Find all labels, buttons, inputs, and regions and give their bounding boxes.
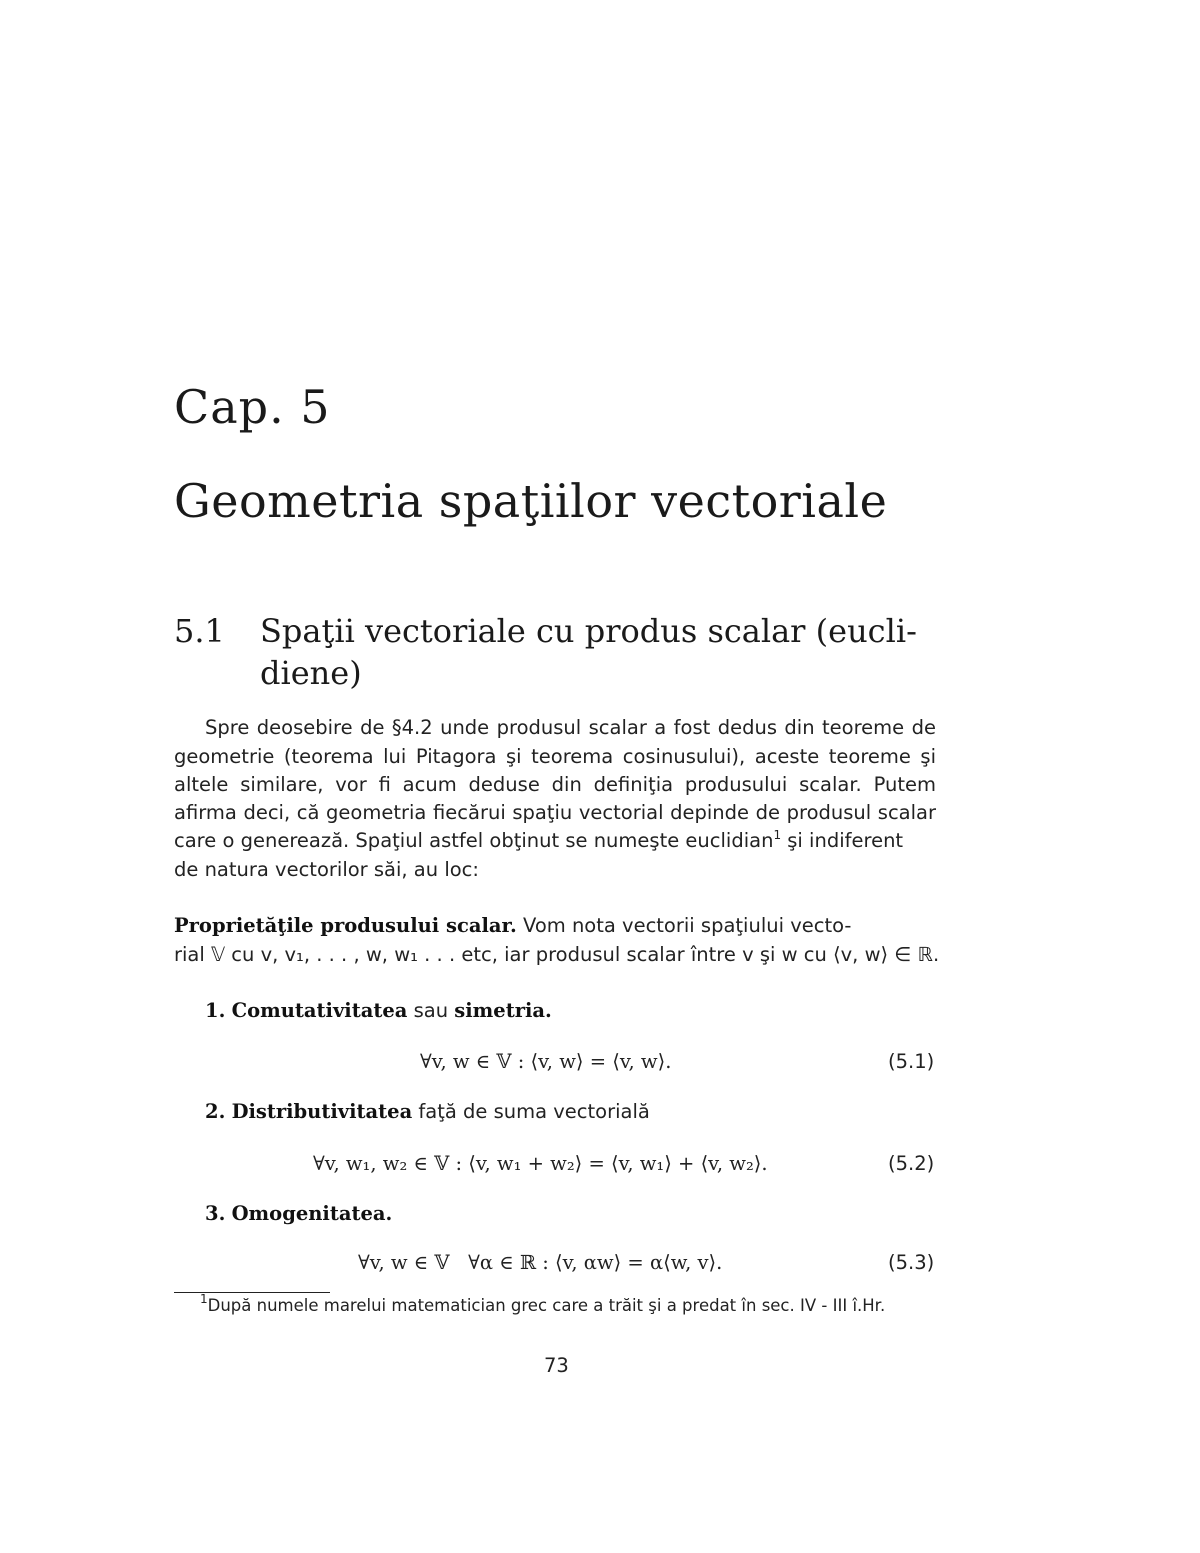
section-title-line-1: Spaţii vectoriale cu produs scalar (eucli- — [260, 612, 917, 650]
section-title-line-2: diene) — [260, 654, 362, 692]
intro-line-6: de natura vectorilor săi, au loc: — [174, 858, 479, 881]
item-1-plain: sau — [407, 999, 455, 1022]
intro-line-2: geometrie (teorema lui Pitagora şi teorema cosinusului), aceste teoreme şi — [174, 745, 936, 768]
footnote-mark: 1 — [200, 1292, 208, 1306]
property-item-1 — [205, 999, 552, 1022]
intro-line-5 — [174, 829, 903, 852]
footnote-text: După numele marelui matematician grec care a trăit şi a predat în sec. IV - III î.Hr. — [207, 1296, 886, 1315]
item-2-plain: faţă de suma vectorială — [412, 1100, 650, 1123]
item-1-bold-2: simetria. — [454, 999, 552, 1022]
property-item-3 — [205, 1202, 392, 1225]
item-1-bold-1: Comutativitatea — [231, 999, 408, 1022]
properties-line-2: rial 𝕍 cu v, v₁, . . . , w, w₁ . . . etc, iar produsul scalar între v şi w cu ⟨v, w⟩ ∈ ℝ. — [174, 943, 940, 966]
intro-line-5-end: şi indiferent — [781, 829, 904, 852]
intro-line-4: afirma deci, că geometria fiecărui spaţiu vectorial depinde de produsul scalar — [174, 801, 936, 824]
properties-line-1 — [174, 914, 851, 937]
page-number: 73 — [544, 1354, 569, 1377]
property-item-2 — [205, 1100, 650, 1123]
intro-line-1: Spre deosebire de §4.2 unde produsul scalar a fost dedus din teoreme de — [205, 716, 936, 739]
footnote-reference: 1 — [773, 828, 782, 842]
footnote-divider — [174, 1292, 330, 1293]
equation-5-3: ∀v, w ∈ 𝕍 ∀α ∈ ℝ : ⟨v, αw⟩ = α⟨w, v⟩. — [358, 1251, 723, 1274]
item-2-bold-1: Distributivitatea — [231, 1100, 413, 1123]
properties-line-1-rest: Vom nota vectorii spaţiului vecto- — [516, 914, 852, 937]
equation-5-1: ∀v, w ∈ 𝕍 : ⟨v, w⟩ = ⟨v, w⟩. — [420, 1050, 672, 1073]
equation-number-5-3: (5.3) — [888, 1251, 935, 1274]
equation-5-2: ∀v, w₁, w₂ ∈ 𝕍 : ⟨v, w₁ + w₂⟩ = ⟨v, w₁⟩ + ⟨v, w₂⟩. — [313, 1152, 768, 1175]
chapter-title: Geometria spaţiilor vectoriale — [174, 474, 888, 528]
equation-number-5-1: (5.1) — [888, 1050, 935, 1073]
equation-number-5-2: (5.2) — [888, 1152, 935, 1175]
chapter-label: Cap. 5 — [174, 380, 331, 434]
intro-line-5-start: care o generează. Spaţiul astfel obţinut se numeşte euclidian — [174, 829, 774, 852]
footnote — [200, 1292, 886, 1315]
item-1-number: 1. — [205, 999, 226, 1022]
section-number: 5.1 — [174, 612, 225, 650]
item-2-number: 2. — [205, 1100, 226, 1123]
item-3-number: 3. — [205, 1202, 226, 1225]
intro-line-3: altele similare, vor fi acum deduse din definiţia produsului scalar. Putem — [174, 773, 936, 796]
item-3-bold-1: Omogenitatea. — [231, 1202, 393, 1225]
properties-heading: Proprietăţile produsului scalar. — [174, 914, 517, 937]
